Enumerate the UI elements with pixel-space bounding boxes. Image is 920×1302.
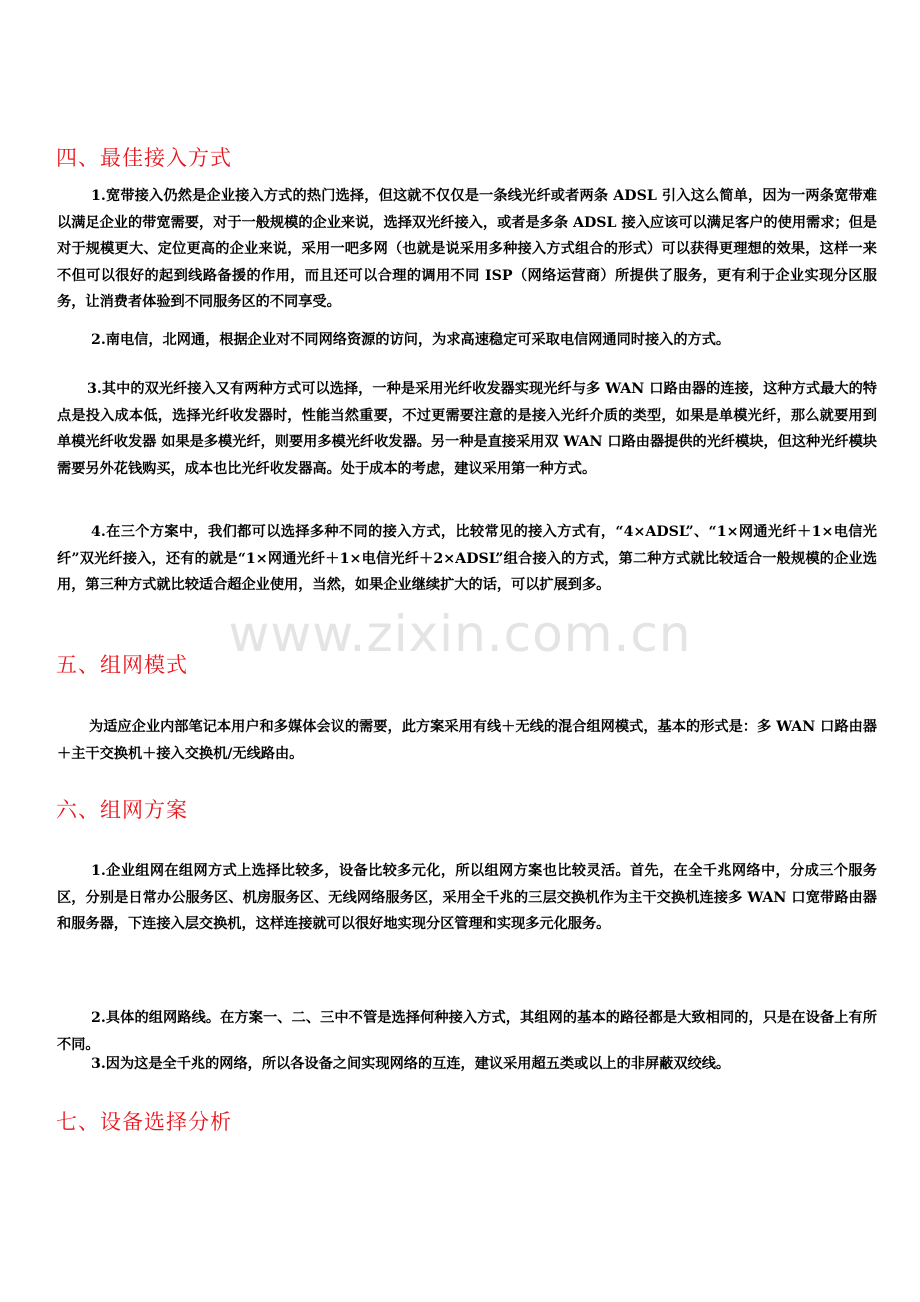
paragraph-6-1: 1.企业组网在组网方式上选择比较多，设备比较多元化，所以组网方案也比较灵活。首先，在全千兆网络中，分成三个服务区，分别是日常办公服务区、机房服务区、无线网络服务区，采用全千兆的三层交换机作为主干交换机连接多 WAN 口宽带路由器和服务器，下连接入层交换机，这样连接就可以很好地实现分区管理和实现多元化服务。 [57,863,877,932]
paragraph-5-1: 为适应企业内部笔记本用户和多媒体会议的需要，此方案采用有线＋无线的混合组网模式，基本的形式是：多 WAN 口路由器＋主干交换机＋接入交换机/无线路由。 [57,719,877,762]
section-heading-6: 六、组网方案 [56,798,188,822]
section-heading-5: 五、组网模式 [56,653,188,677]
section-heading-7: 七、设备选择分析 [56,1110,232,1134]
paragraph-4-1: 1.宽带接入仍然是企业接入方式的热门选择，但这就不仅仅是一条线光纤或者两条 ADSL 引入这么简单，因为一两条宽带难以满足企业的带宽需要，对于一般规模的企业来说，选择双光纤接入，或者是多条 ADSL 接入应该可以满足客户的使用需求；但是对于规模更大、定位更高的企业来说，采用一吧多网（也就是说采用多种接入方式组合的形式）可以获得更理想的效果，这样一来不但可以很好的起到线路备援的作用，而且还可以合理的调用不同 ISP（网络运营商）所提供了服务，更有利于企业实现分区服务，让消费者体验到不同服务区的不同享受。 [57,188,877,310]
paragraph-4-4: 4.在三个方案中，我们都可以选择多种不同的接入方式，比较常见的接入方式有，“4×ADSL”、“1×网通光纤＋1×电信光纤”双光纤接入，还有的就是“1×网通光纤＋1×电信光纤＋2×ADSL”组合接入的方式，第二种方式就比较适合一般规模的企业选用，第三种方式就比较适合超企业使用，当然，如果企业继续扩大的话，可以扩展到多。 [57,524,877,593]
watermark: www.zixin.com.cn [228,605,692,663]
paragraph-4-2: 2.南电信，北网通，根据企业对不同网络资源的访问，为求高速稳定可采取电信网通同时接入的方式。 [91,332,731,348]
paragraph-6-3: 3.因为这是全千兆的网络，所以各设备之间实现网络的互连，建议采用超五类或以上的非屏蔽双绞线。 [91,1056,731,1072]
paragraph-6-2: 2.具体的组网路线。在方案一、二、三中不管是选择何种接入方式，其组网的基本的路径都是大致相同的，只是在设备上有所不同。 [57,1010,877,1053]
section-heading-4: 四、最佳接入方式 [56,146,232,170]
paragraph-4-3: 3.其中的双光纤接入又有两种方式可以选择，一种是采用光纤收发器实现光纤与多 WAN 口路由器的连接，这种方式最大的特点是投入成本低，选择光纤收发器时，性能当然重要，不过更需要注意的是接入光纤介质的类型，如果是单模光纤，那么就要用到单模光纤收发器 如果是多模光纤，则要用多模光纤收发器。另一种是直接采用双 WAN 口路由器提供的光纤模块，但这种光纤模块需要另外花钱购买，成本也比光纤收发器高。处于成本的考虑，建议采用第一种方式。 [57,381,877,477]
